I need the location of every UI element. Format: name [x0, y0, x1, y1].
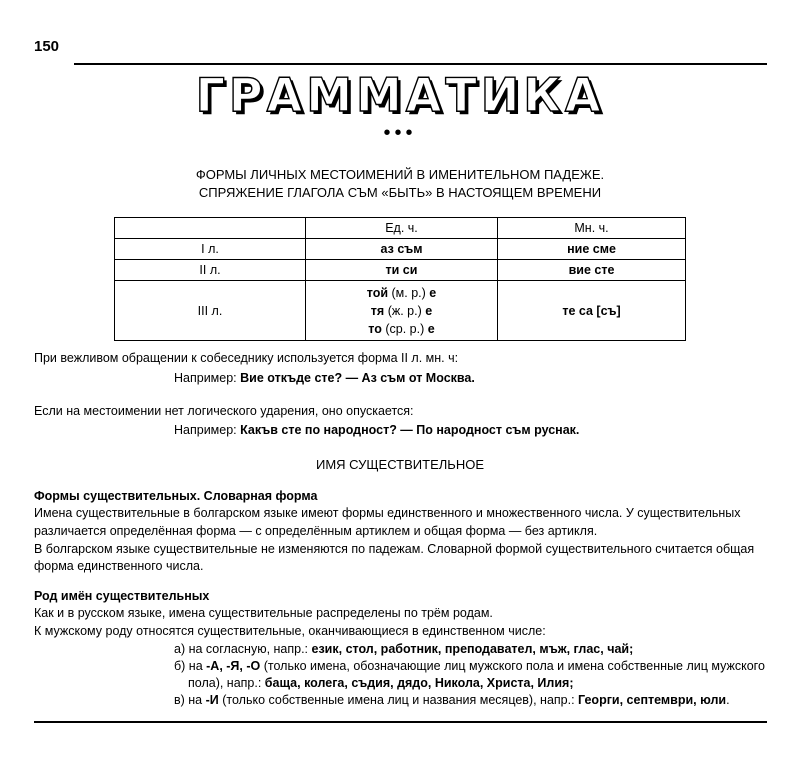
paragraph-line: различается определённая форма — с определённым артиклем и общая форма — без артикля.: [34, 524, 598, 538]
person-cell: III л.: [115, 281, 306, 341]
bottom-rule: [34, 721, 767, 723]
list-item-continuation: пола), напр.: баща, колега, съдия, дядо, Никола, Христа, Илия;: [188, 676, 574, 690]
header-cell-singular: Ед. ч.: [306, 218, 498, 239]
conjugation-table: [114, 217, 686, 341]
third-person-form: то (ср. р.) е: [368, 321, 435, 336]
noun-section-title: ИМЯ СУЩЕСТВИТЕЛЬНОЕ: [315, 457, 484, 472]
list-item: а) на согласную, напр.: език, стол, работник, преподавател, мъж, глас, чай;: [174, 642, 634, 656]
forms-subtitle: Формы существительных. Словарная форма: [34, 489, 318, 503]
polite-form-text: При вежливом обращении к собеседнику используется форма II л. мн. ч:: [34, 351, 459, 365]
plural-cell: ние сме: [498, 239, 686, 260]
stress-rule-text: Если на местоимении нет логического ударения, оно опускается:: [34, 404, 414, 418]
singular-cell: [306, 281, 498, 341]
paragraph-line: К мужскому роду относятся существительные, оканчивающиеся в единственном числе:: [34, 624, 546, 638]
paragraph-line: форма единственного числа.: [34, 559, 204, 573]
header-cell-empty: [115, 218, 306, 239]
person-cell: I л.: [115, 239, 306, 260]
paragraph-line: Имена существительные в болгарском языке имеют формы единственного и множественного числа. У существительных: [34, 506, 741, 520]
third-person-form: той (м. р.) е: [366, 285, 437, 300]
person-cell: II л.: [115, 260, 306, 281]
page-number: 150: [34, 38, 60, 55]
section-heading-line-2: СПРЯЖЕНИЕ ГЛАГОЛА СЪМ «БЫТЬ» В НАСТОЯЩЕМ ВРЕМЕНИ: [198, 185, 602, 200]
list-item: б) на -А, -Я, -О (только имена, обозначающие лиц мужского пола и имена собственные лиц мужского: [174, 659, 765, 673]
polite-example: Например: Вие откъде сте? — Аз съм от Москва.: [174, 371, 475, 385]
paragraph-line: В болгарском языке существительные не изменяются по падежам. Словарной формой существительного считается общая: [34, 542, 755, 556]
ornament-dots: •••: [383, 122, 417, 144]
top-rule: [74, 63, 767, 65]
plural-cell: вие сте: [498, 260, 686, 281]
singular-cell: ти си: [306, 260, 498, 281]
section-heading-line-1: ФОРМЫ ЛИЧНЫХ МЕСТОИМЕНИЙ В ИМЕНИТЕЛЬНОМ ПАДЕЖЕ.: [195, 167, 605, 182]
page-title: ГРАММАТИКА: [195, 68, 605, 122]
gender-subtitle: Род имён существительных: [34, 589, 210, 603]
header-cell-plural: Мн. ч.: [498, 218, 686, 239]
paragraph-line: Как и в русском языке, имена существительные распределены по трём родам.: [34, 606, 493, 620]
table-row: [115, 239, 686, 260]
list-item: в) на -И (только собственные имена лиц и названия месяцев), напр.: Георги, септември, юли.: [174, 693, 730, 707]
table-row: [115, 260, 686, 281]
singular-cell: аз съм: [306, 239, 498, 260]
table-row: [115, 281, 686, 341]
third-person-form: тя (ж. р.) е: [370, 303, 433, 318]
stress-example: Например: Какъв сте по народност? — По народност съм руснак.: [174, 423, 580, 437]
plural-cell: те са [съ]: [498, 281, 686, 341]
table-header-row: [115, 218, 686, 239]
